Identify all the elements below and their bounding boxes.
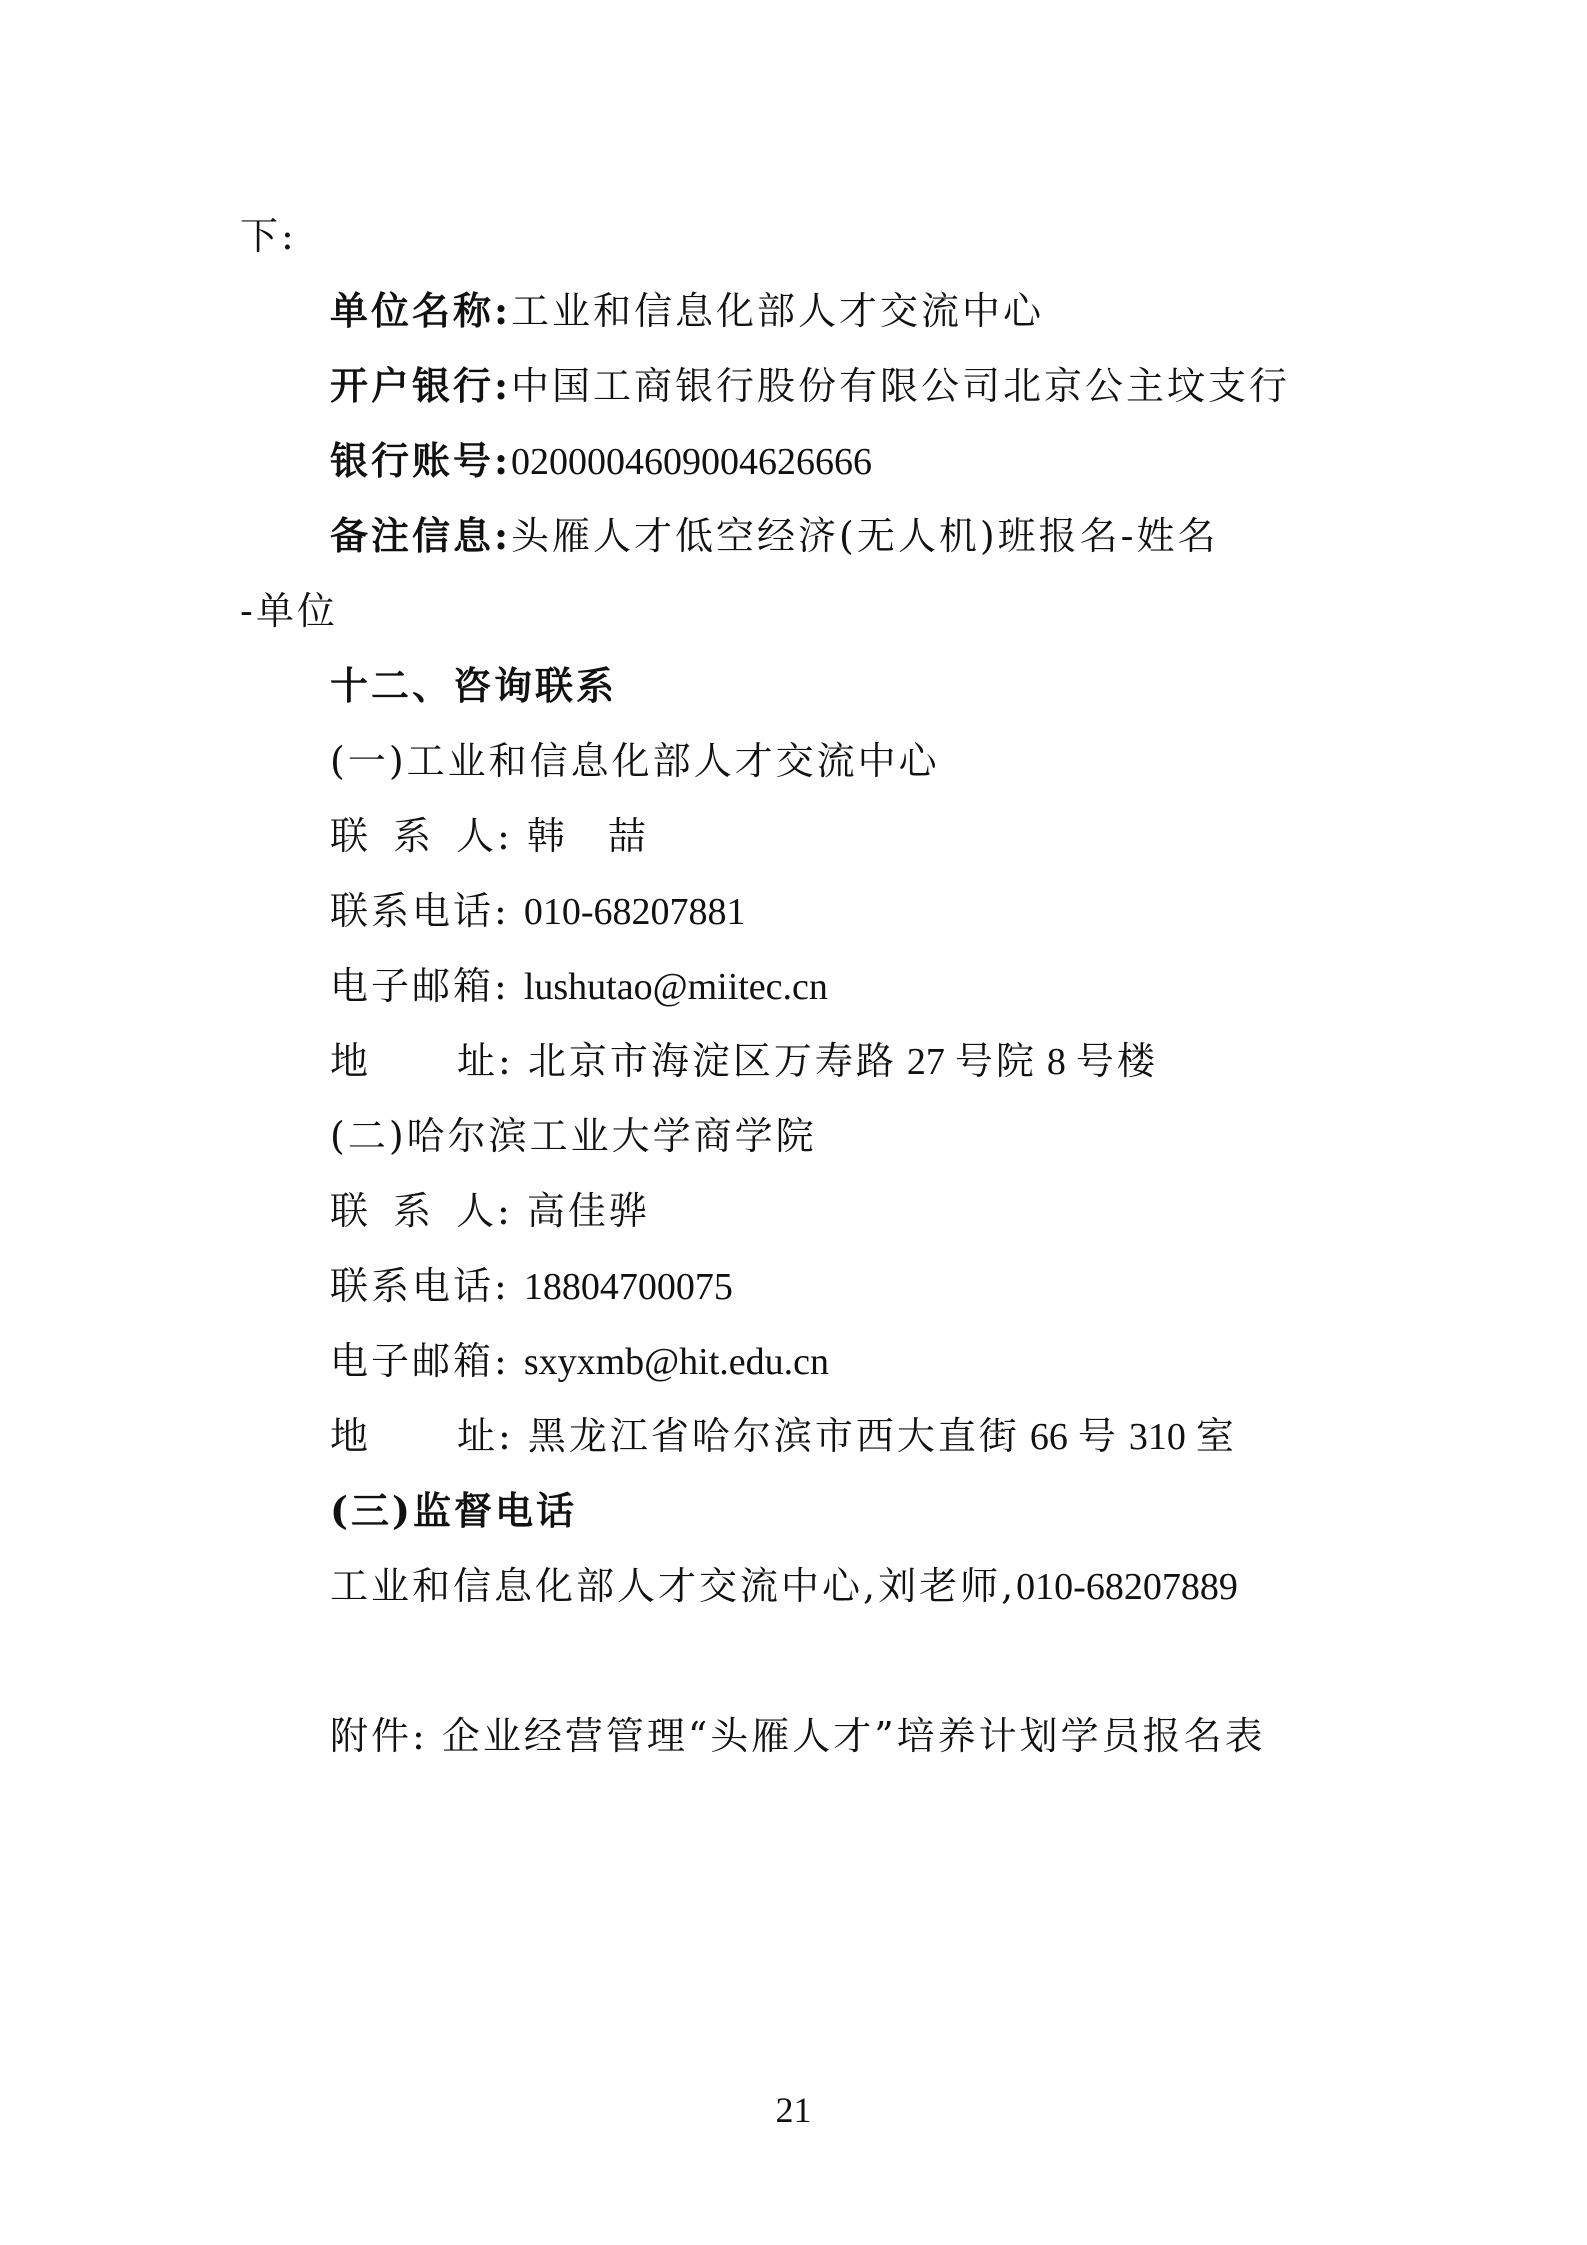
page-number: 21 [775,2090,812,2130]
org2-contact-value: 高佳骅 [526,1189,650,1233]
org1-address-value-e: 号楼 [1075,1039,1158,1083]
org2-email-row [330,1335,829,1388]
org2-address-value-a: 黑龙江省哈尔滨市西大直街 [527,1414,1020,1458]
org2-phone-row [330,1260,733,1313]
org3-title: (三)监督电话 [330,1488,577,1533]
org2-address-value-c: 号 [1077,1414,1119,1458]
bank-row [330,360,1290,412]
org3-text: 工业和信息化部人才交流中心,刘老师, [330,1564,1017,1608]
org1-address-value-d: 8 [1046,1041,1066,1083]
unit-name-label: 单位名称: [330,288,512,333]
org2-phone-value: 18804700075 [523,1266,733,1308]
org1-address-label-2: 址: [457,1039,514,1083]
org1-contact-value-1: 韩 [526,814,568,858]
org2-address-row [330,1410,1237,1463]
bank-label: 开户银行: [330,363,512,408]
org1-address-value-b: 27 [906,1041,945,1083]
org1-address-value-c: 号院 [954,1039,1037,1083]
org2-address-value-b: 66 [1029,1416,1068,1458]
org1-contact-label-3: 人: [456,814,513,858]
org3-line [330,1560,1238,1613]
org2-address-label-1: 地 [330,1414,372,1458]
unit-name-value: 工业和信息化部人才交流中心 [511,289,1045,333]
org1-phone-row [330,885,745,938]
account-value: 0200004609004626666 [511,441,873,483]
org2-contact-row [330,1185,650,1237]
attachment-label: 附件: [330,1714,428,1758]
org1-contact-value-2: 喆 [607,814,649,858]
org2-phone-label: 联系电话: [330,1264,510,1308]
org1-address-value-a: 北京市海淀区万寿路 [527,1039,897,1083]
account-label: 银行账号: [330,438,512,483]
attachment-text: 企业经营管理“头雁人才”培养计划学员报名表 [441,1714,1266,1758]
org1-contact-label-1: 联 [330,814,372,858]
org2-address-value-e: 室 [1195,1414,1237,1458]
org1-email-row [330,960,828,1013]
org2-contact-label-1: 联 [330,1189,372,1233]
org2-contact-label-3: 人: [456,1189,513,1233]
continuation-text: 下: [240,214,297,258]
org1-email-label: 电子邮箱: [330,964,510,1008]
attachment-row [330,1710,1266,1762]
remark-continuation: -单位 [240,589,338,633]
org1-title: (一)工业和信息化部人才交流中心 [330,739,940,783]
org2-contact-label-2: 系 [393,1189,435,1233]
org1-phone-label: 联系电话: [330,889,510,933]
bank-value: 中国工商银行股份有限公司北京公主坟支行 [511,364,1291,408]
org2-address-label-2: 址: [457,1414,514,1458]
org1-contact-row [330,810,649,862]
org2-address-value-d: 310 [1128,1416,1186,1458]
account-row [330,435,872,488]
org1-address-label-1: 地 [330,1039,372,1083]
org1-contact-label-2: 系 [393,814,435,858]
org2-email-label: 电子邮箱: [330,1339,510,1383]
remark-value: 头雁人才低空经济(无人机)班报名-姓名 [511,514,1219,558]
org3-phone: 010-68207889 [1016,1566,1238,1608]
org2-email-value: sxyxmb@hit.edu.cn [523,1341,829,1383]
section-heading: 十二、咨询联系 [330,663,618,708]
org1-email-value: lushutao@miitec.cn [523,966,828,1008]
org2-title: (二)哈尔滨工业大学商学院 [330,1114,817,1158]
remark-row [330,510,1219,562]
org1-address-row [330,1035,1158,1088]
org1-phone-value: 010-68207881 [523,891,746,933]
unit-name-row [330,285,1044,337]
remark-label: 备注信息: [330,513,512,558]
